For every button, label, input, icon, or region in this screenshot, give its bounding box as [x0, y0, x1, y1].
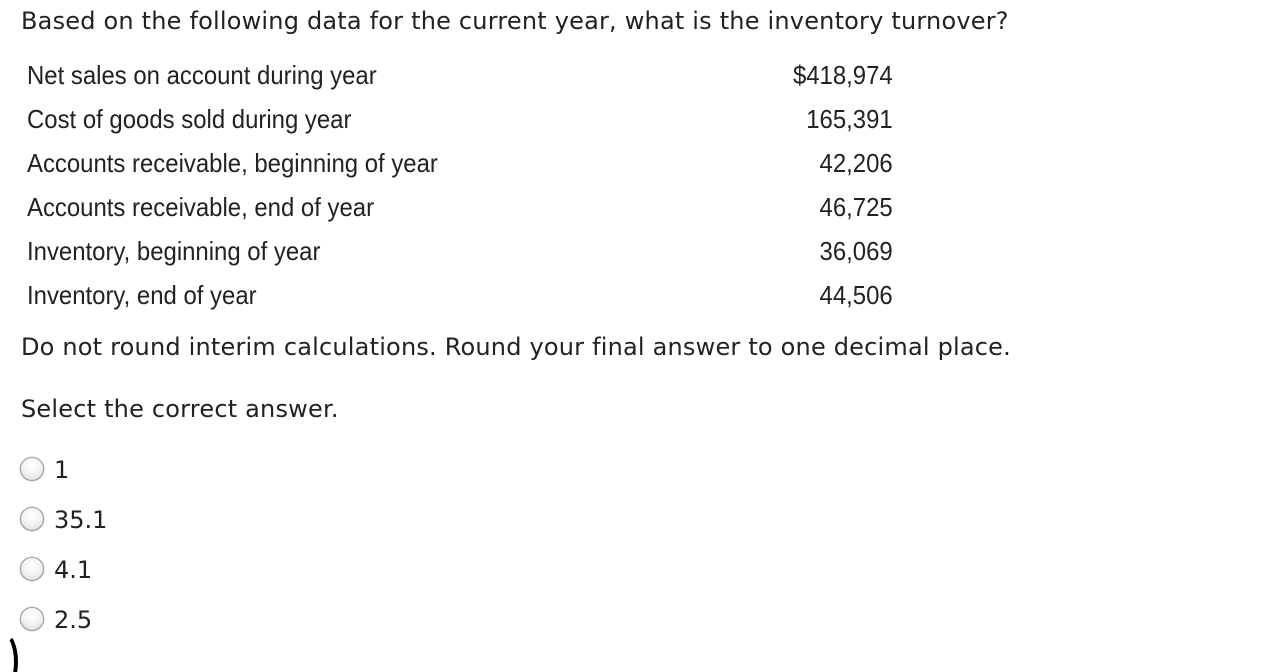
row-label: Inventory, end of year: [27, 280, 257, 310]
row-label: Cost of goods sold during year: [27, 104, 352, 134]
row-label: Inventory, beginning of year: [27, 236, 321, 266]
data-row: [27, 141, 893, 185]
data-row: [27, 97, 893, 141]
row-value: $418,974: [792, 60, 893, 90]
row-value: 44,506: [819, 280, 893, 310]
data-row: [27, 273, 893, 317]
row-label: Net sales on account during year: [27, 60, 377, 90]
data-row: [27, 185, 893, 229]
radio-button[interactable]: [20, 457, 44, 481]
answer-option-label[interactable]: 35.1: [54, 506, 108, 534]
row-value: 42,206: [819, 148, 893, 178]
answer-option-4-1[interactable]: [20, 555, 107, 605]
row-label: Accounts receivable, end of year: [27, 192, 375, 222]
row-value: 46,725: [819, 192, 893, 222]
corner-arc-decoration: [0, 632, 18, 672]
radio-button[interactable]: [20, 607, 44, 631]
data-table: [27, 53, 895, 317]
question-text: Based on the following data for the current year, what is the inventory turnover?: [21, 7, 1009, 35]
row-value: 165,391: [806, 104, 893, 134]
answer-option-35-1[interactable]: [20, 505, 107, 555]
answer-option-1[interactable]: [20, 455, 107, 505]
data-row: [27, 229, 893, 273]
answer-option-label[interactable]: 2.5: [54, 606, 93, 634]
row-label: Accounts receivable, beginning of year: [27, 148, 438, 178]
radio-button[interactable]: [20, 507, 44, 531]
rounding-instruction: Do not round interim calculations. Round your final answer to one decimal place.: [21, 333, 1011, 361]
row-value: 36,069: [819, 236, 893, 266]
answer-option-label[interactable]: 1: [54, 456, 70, 484]
radio-button[interactable]: [20, 557, 44, 581]
answer-option-2-5[interactable]: [20, 605, 107, 655]
answer-option-label[interactable]: 4.1: [54, 556, 93, 584]
answer-options: [20, 455, 107, 655]
data-row: [27, 53, 893, 97]
answer-prompt: Select the correct answer.: [21, 395, 339, 423]
